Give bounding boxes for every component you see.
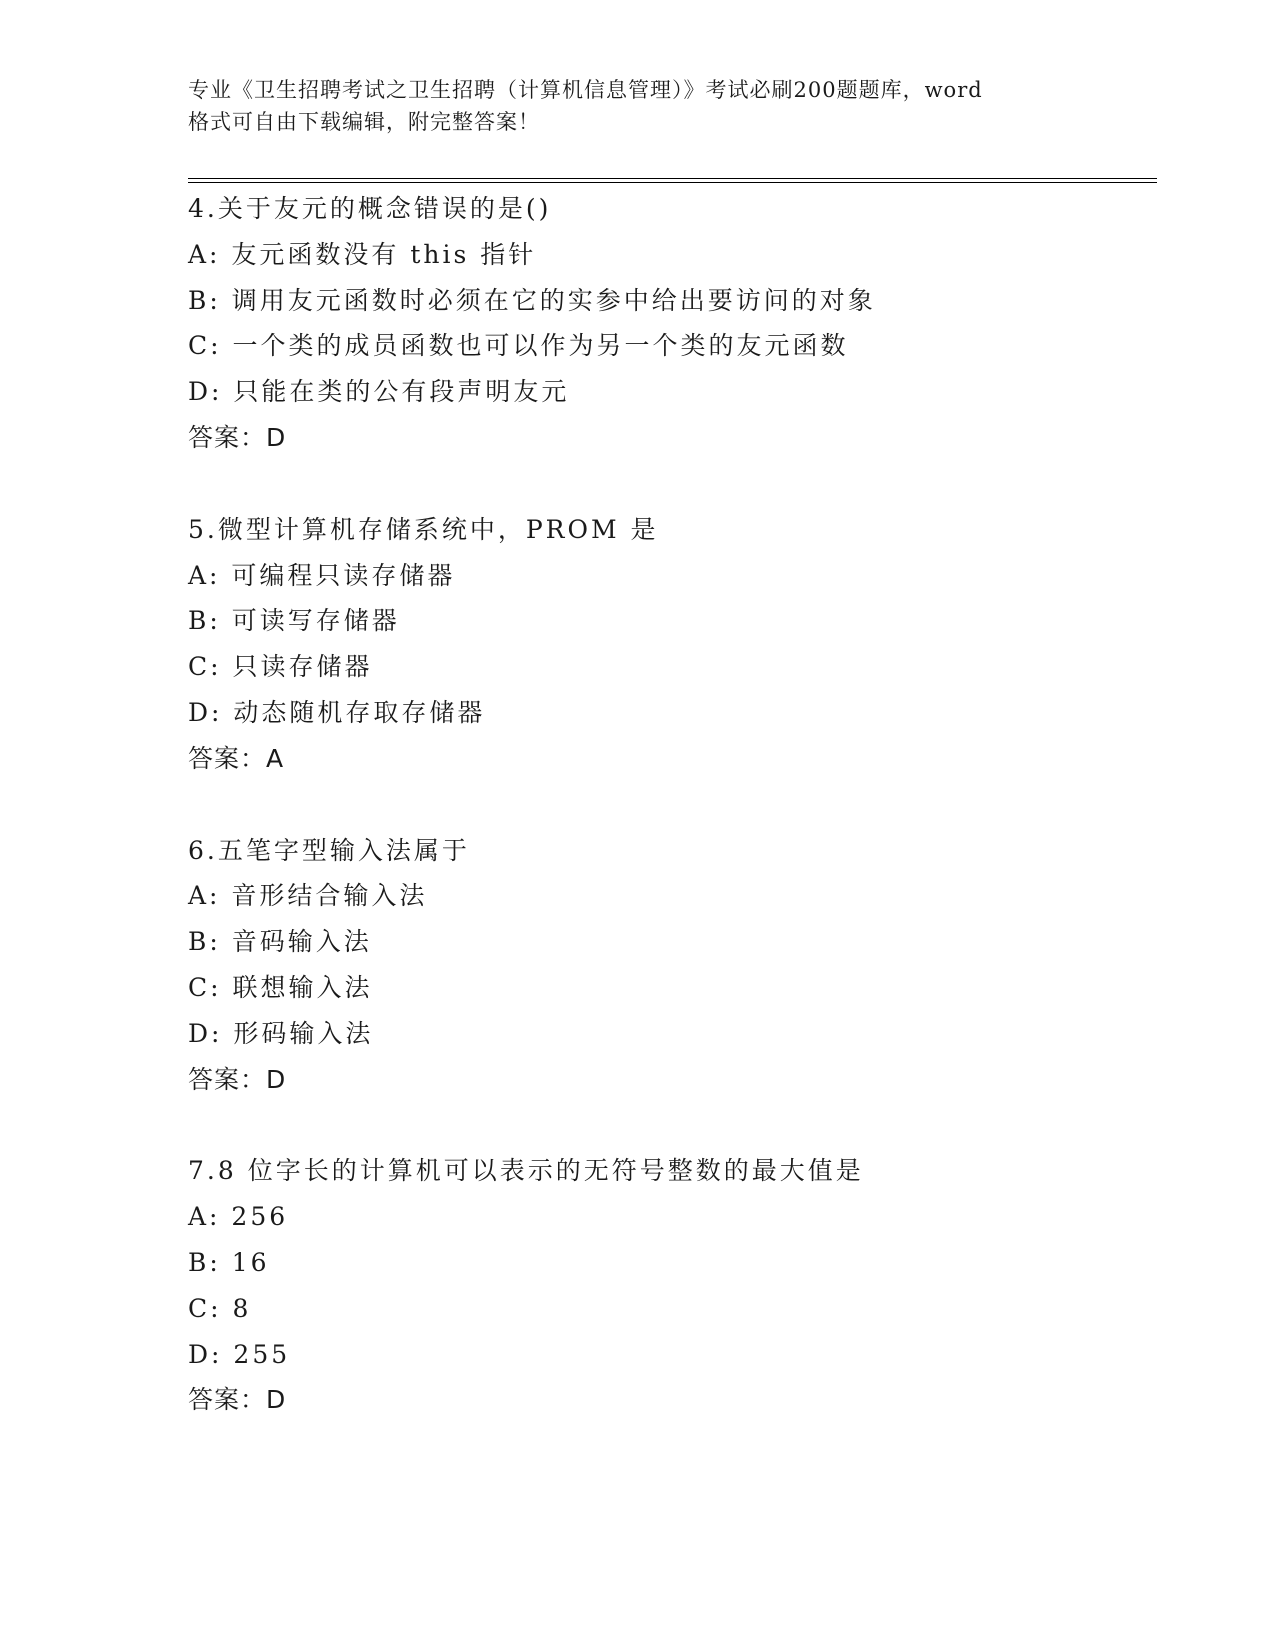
question-6 [188, 828, 1157, 1103]
answer-label: 答案：D [188, 1064, 287, 1094]
option-b: B: 调用友元函数时必须在它的实参中给出要访问的对象 [188, 285, 876, 315]
answer-label: 答案：D [188, 1385, 287, 1415]
answer-label: 答案：D [188, 422, 287, 452]
question-stem: 5.微型计算机存储系统中，PROM 是 [188, 514, 659, 544]
option-b: B: 可读写存储器 [188, 606, 400, 636]
question-stem: 6.五笔字型输入法属于 [188, 835, 470, 865]
option-a: A: 可编程只读存储器 [188, 560, 456, 590]
question-7 [188, 1148, 1157, 1423]
header-divider-bottom [188, 182, 1157, 183]
option-d: D: 255 [188, 1339, 291, 1369]
header-divider-top [188, 178, 1157, 179]
option-a: A: 友元函数没有 this 指针 [188, 239, 537, 269]
option-b: B: 16 [188, 1247, 270, 1277]
question-stem: 7.8 位字长的计算机可以表示的无符号整数的最大值是 [188, 1156, 864, 1186]
option-c: C: 8 [188, 1293, 252, 1323]
question-list [188, 186, 1157, 1469]
question-stem: 4.关于友元的概念错误的是() [188, 194, 552, 223]
option-d: D: 只能在类的公有段声明友元 [188, 377, 570, 407]
question-4 [188, 186, 1157, 461]
header-line-2: 格式可自由下载编辑，附完整答案！ [188, 110, 540, 134]
answer-label: 答案：A [188, 743, 285, 773]
question-5 [188, 507, 1157, 782]
option-b: B: 音码输入法 [188, 927, 372, 957]
option-a: A: 音形结合输入法 [188, 881, 428, 911]
document-header [188, 74, 1088, 138]
option-d: D: 形码输入法 [188, 1018, 374, 1048]
option-c: C: 一个类的成员函数也可以作为另一个类的友元函数 [188, 331, 849, 361]
option-d: D: 动态随机存取存储器 [188, 697, 486, 727]
header-line-1: 专业《卫生招聘考试之卫生招聘（计算机信息管理）》考试必刷200题题库，word [188, 78, 983, 102]
option-c: C: 只读存储器 [188, 652, 373, 682]
option-c: C: 联想输入法 [188, 972, 373, 1002]
option-a: A: 256 [188, 1202, 289, 1232]
